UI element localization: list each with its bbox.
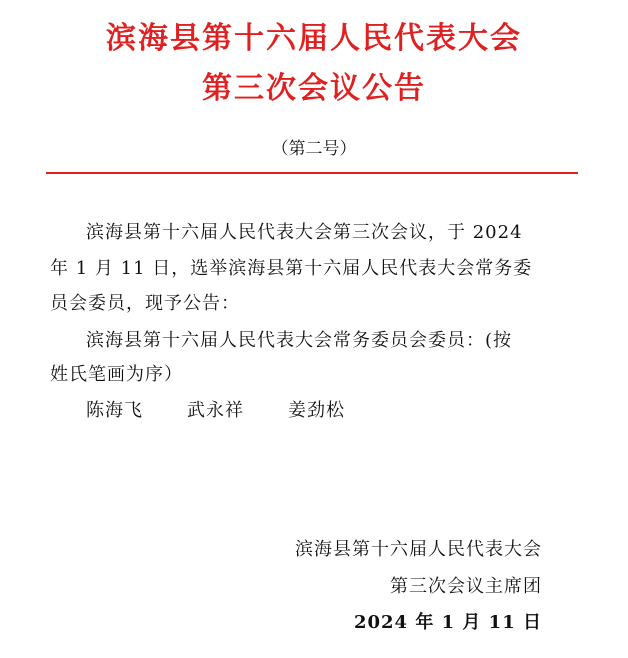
signature-org-line-1: 滨海县第十六届人民代表大会: [295, 539, 542, 560]
title-line-1: 滨海县第十六届人民代表大会: [106, 21, 522, 56]
paragraph-2-line-2: 姓氏笔画为序）: [50, 364, 183, 385]
paragraph-1-line-3: 员会委员，现予公告：: [50, 293, 240, 314]
member-name: 陈海飞: [86, 400, 143, 421]
document-number: （第二号）: [271, 139, 357, 159]
member-name: 姜劲松: [288, 400, 345, 421]
signature-org-line-2: 第三次会议主席团: [390, 576, 542, 597]
member-name: 武永祥: [187, 400, 244, 421]
title-line-2: 第三次会议公告: [202, 71, 426, 106]
paragraph-2-line-1: 滨海县第十六届人民代表大会常务委员会委员：(按: [86, 330, 513, 351]
red-divider: [46, 172, 578, 174]
signature-date: 2024 年 1 月 11 日: [353, 612, 542, 633]
paragraph-1-line-2: 年 1 月 11 日，选举滨海县第十六届人民代表大会常务委: [50, 258, 533, 279]
member-names: [86, 399, 345, 423]
paragraph-1-line-1: 滨海县第十六届人民代表大会第三次会议，于 2024: [86, 222, 523, 243]
